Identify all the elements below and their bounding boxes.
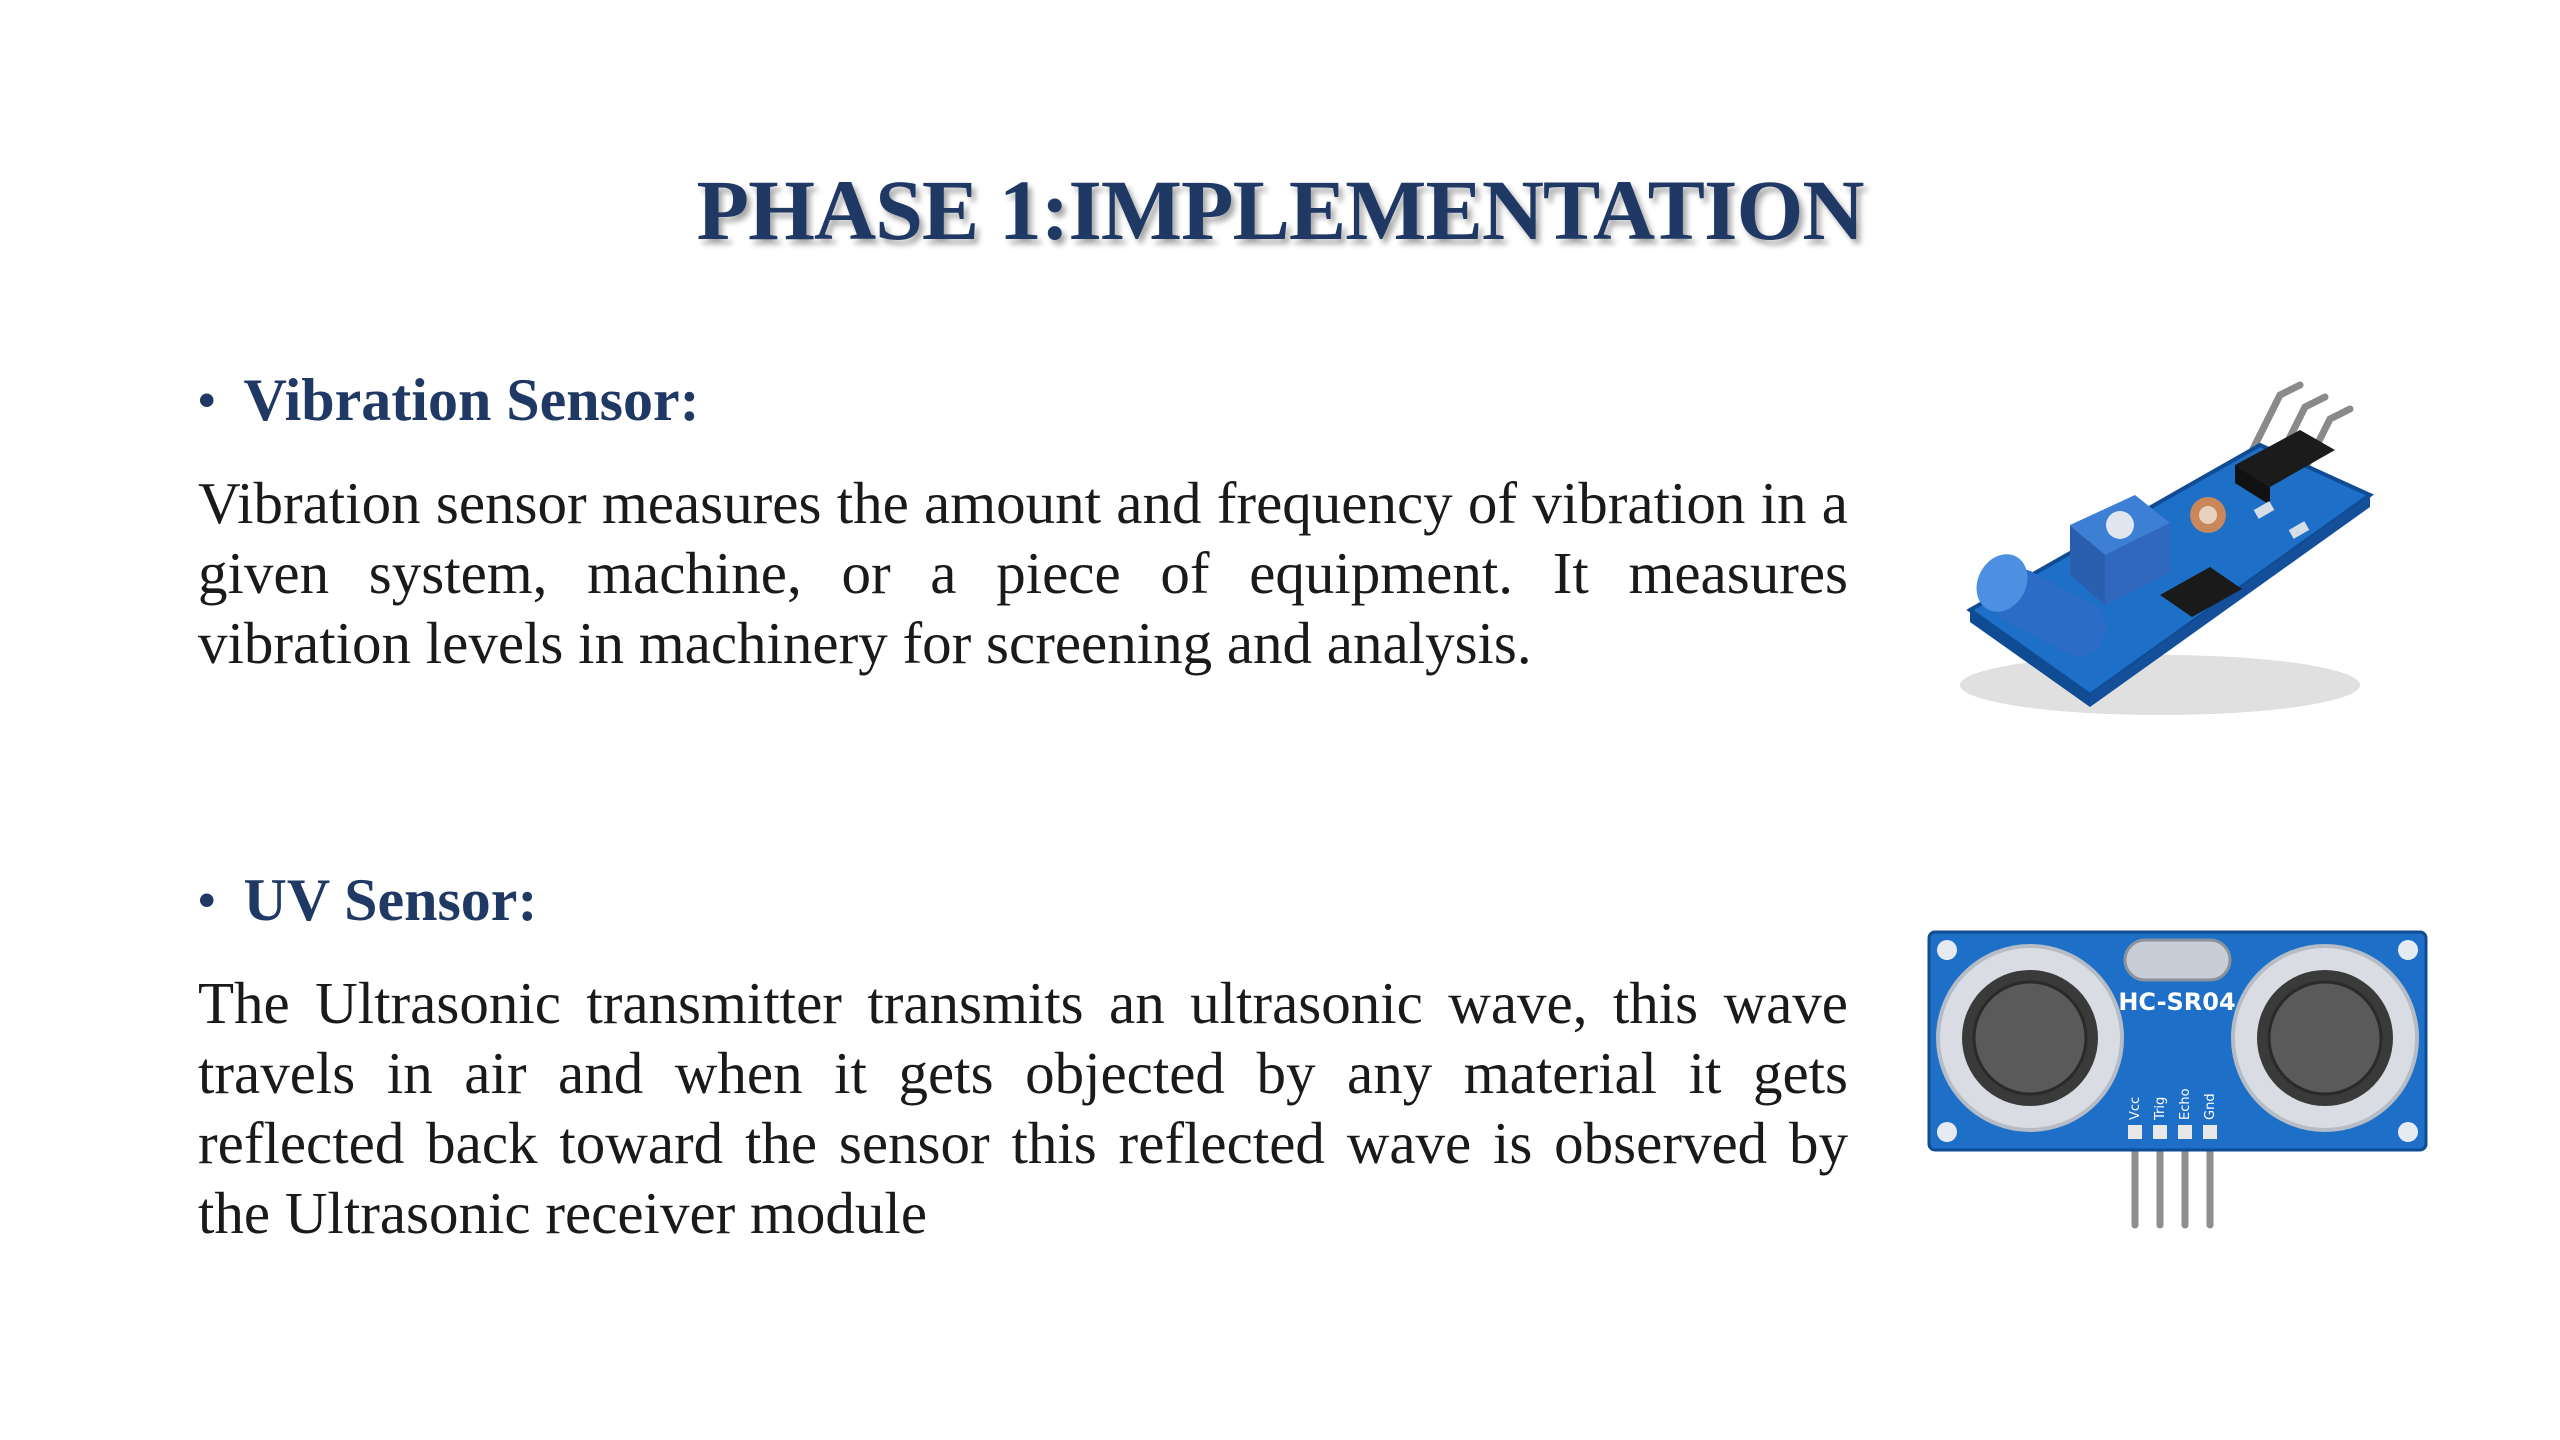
model-label: HC-SR04: [2118, 988, 2236, 1016]
slide-title: PHASE 1:IMPLEMENTATION: [696, 162, 1864, 258]
section-heading: [198, 360, 1848, 440]
pin-label: Echo: [2178, 1088, 2193, 1120]
vibration-sensor-heading: Vibration Sensor:: [243, 366, 700, 433]
pin-label: Gnd: [2203, 1093, 2218, 1120]
pin-label: Trig: [2153, 1096, 2168, 1120]
bullet-icon: •: [198, 372, 216, 428]
section-heading: [198, 860, 1848, 940]
vibration-sensor-section: [198, 360, 1848, 678]
uv-sensor-section: [198, 860, 1848, 1248]
ultrasonic-sensor-module-icon: [1925, 920, 2430, 1240]
uv-sensor-description: The Ultrasonic transmitter transmits an ultrasonic wave, this wave travels in air and when it gets objected by any material it gets reflected back toward the sensor this reflected wave is observed by the Ultrasonic receiver module: [198, 970, 1848, 1246]
vibration-sensor-description: Vibration sensor measures the amount and frequency of vibration in a given system, machine, or a piece of equipment. It measures vibration levels in machinery for screening and analysis.: [198, 470, 1848, 676]
vibration-sensor-module-icon: [1950, 355, 2390, 745]
uv-sensor-heading: UV Sensor:: [243, 866, 538, 933]
bullet-icon: •: [198, 872, 216, 928]
pin-label: Vcc: [2128, 1096, 2143, 1120]
